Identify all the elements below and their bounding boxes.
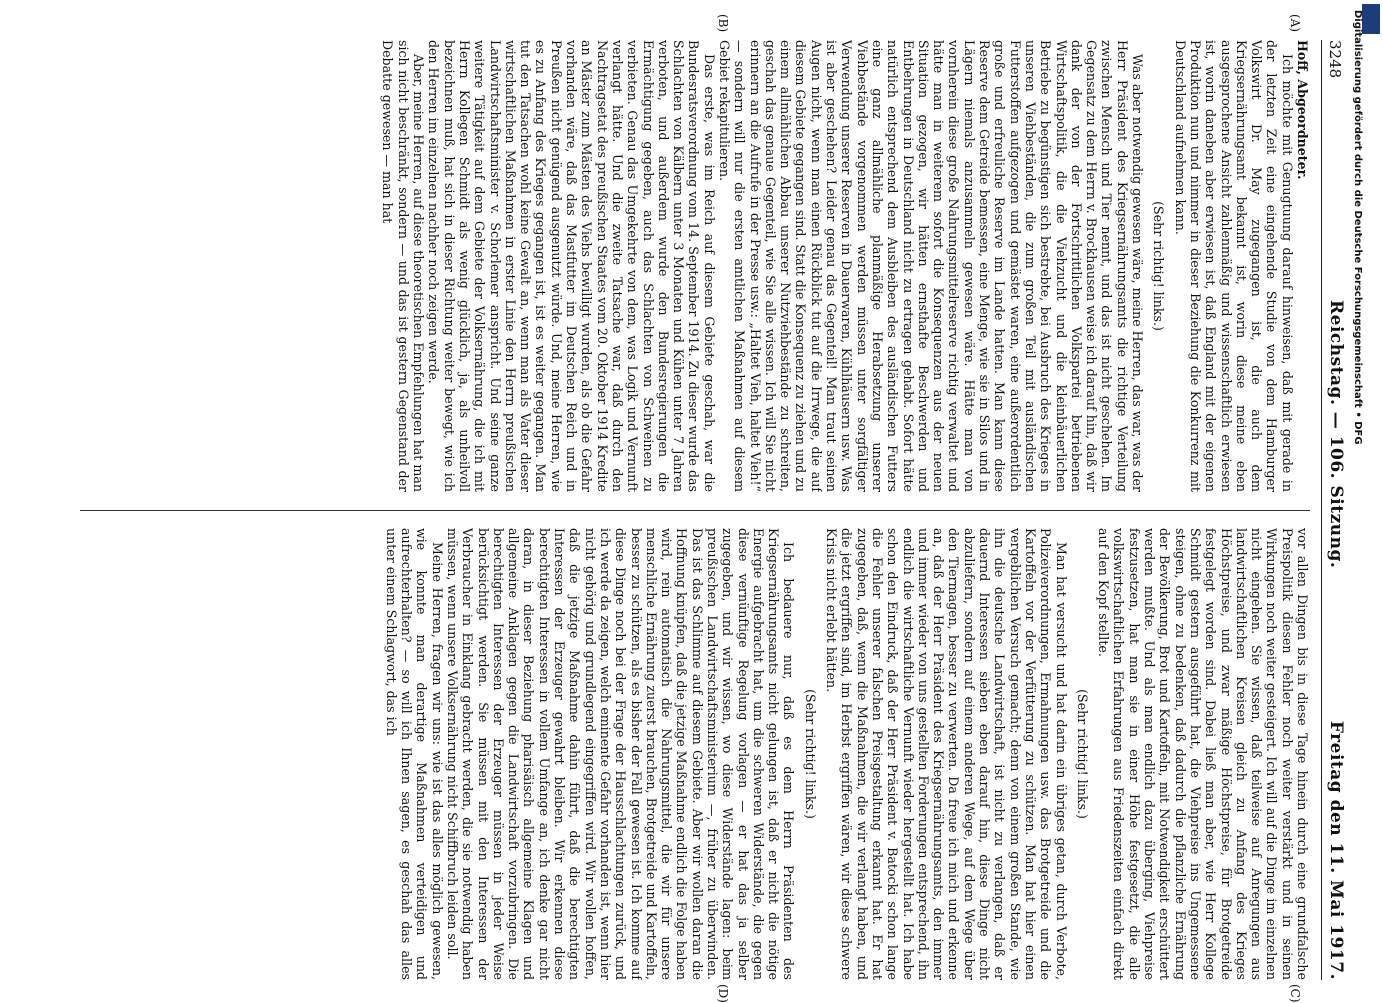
margin-mark-b: (B) (716, 14, 730, 33)
paragraph: vor allen Dingen bis in diese Tage hinein durch eine grundfalsche Preispolitik diesen Fehler noch weiter verstärkt und in seinen Wirkungen noch weiter gesteigert. Ich will auf die Dinge im einzelnen nicht eingehen. Sie wissen, daß teilweise auf Anregungen aus landwirtschaftlichen Kreisen gleich zu Anfang des Krieges Höchstpreise, und zwar mäßige Höchstpreise, für Brotgetreide festgelegt worden sind. Dabei ließ man aber, wie Herr Kollege Schmidt gestern ausgeführt hat, die Viehpreise ins Ungemessene steigen, ohne zu bedenken, daß dadurch die pflanzliche Ernährung der Bevölkerung, Brot und Kartoffeln, mit Notwendigkeit erschüttert werden mußte. Und als man endlich dazu überging, Viehpreise festzusetzen, hat man sie in einer Höhe festgesetzt, die alle volkswirtschaftlichen Erfahrungen aus Friedenszeiten einfach direkt auf den Kopf stellte. (1096, 528, 1310, 980)
page-header (1321, 40, 1350, 980)
paragraph: Das erste, was im Reich auf diesem Gebiete geschah, war die Bundesratsverordnung vom 14. September 1914. Zu dieser wurde das Schlachten von Kälbern unter 3 Monaten und Kühen unter 7 Jahren verboten, und außerdem wurde den Bundesregierungen die Ermächtigung gegeben, auch das Schlachten von Schweinen zu verbieten. Genau das Umgekehrte von dem, was Logik und Vernunft verlangt hätte. Und die zweite Tatsache war, daß durch den Nachtragsetat des preußischen Staates vom 20. Oktober 1914 Kredite an Mäster zum Mästen des Viehs bewilligt wurden, als ob die Gefahr vorhanden wäre, daß das Mastfutter im Deutschen Reich und in Preußen nicht genügend ausgenutzt würde. Und, meine Herren, wie es zu Anfang des Krieges gegangen ist, ist es weiter gegangen. Man tut den Tatsachen wohl keine Gewalt an, wenn man als Vater dieser wirtschaftlichen Maßnahmen in erster Linie den Herrn preußischen Landwirtschaftsminister v. Schorlemer anspricht. Und seine ganze weitere Tätigkeit auf dem Gebiete der Volksernährung, die ich mit Herrn Kollegen Schmidt als wenig glücklich, ja, als unheilvoll bezeichnen muß, hat sich in dieser Richtung weiter bewegt, wie ich den Herren im einzelnen nachher noch zeigen werde. (426, 40, 717, 492)
session-date: Freitag den 11. Mai 1917. (1326, 720, 1346, 980)
paragraph: Ich möchte mit Genugtuung darauf hinweisen, daß mit gerade in der letzten Zeit eine eingehende Studie von dem Hamburger Volkswirt Dr. May zugegangen ist, die auch dem Kriegsernährungsamt bekannt ist, worin diese meine eben ausgesprochene Ansicht zahlenmäßig und wissenschaftlich erwiesen ist, worin daneben aber erwiesen ist, daß England mit der eigenen Produktion nun und nimmer in dieser Beziehung die Konkurrenz mit Deutschland aufnehmen kann. (1172, 40, 1295, 492)
rotated-page-content (60, 14, 1350, 1003)
paragraph: Aber, meine Herren, auf diese theoretischen Empfehlungen hat man sich nicht beschränkt, sondern — und das ist gestern Gegenstand der Debatte gewesen — man hat (380, 40, 427, 492)
dfg-logo (1362, 4, 1380, 34)
interjection: (Sehr richtig! links.) (802, 689, 818, 819)
page-number: 3248 (1326, 40, 1344, 79)
paragraph: Ich bedauere nur, daß es dem Herrn Präsidenten des Kriegsernährungsamts nicht gelungen ist, daß er nicht die nötige Energie aufgebracht hat, um die schweren Widerstände, die gegen diese vernünftige Regelung vorlagen — er hat das ja selber zugegeben, und wir wissen, wo diese Widerstände lagen: beim preußischen Landwirtschaftsministerium —, früher zu überwinden. Das ist das Schlimme auf diesem Gebiete. Aber wir wollen daran die Hoffnung knüpfen, daß die jetzige Maßnahme endlich die Folge haben wird, rein automatisch die Nahrungsmittel, die wir für unsere menschliche Ernährung zuerst brauchen, Brotgetreide und Kartoffeln, besser zu schützen, als es bisher der Fall gewesen ist. Ich komme auf diese Dinge noch bei der Frage der Hausschlachtungen zurück, und ich werde da zeigen, welch eminente Gefahr vorhanden ist, wenn hier nicht gehörig und grundlegend eingegriffen wird. Wir wollen hoffen, daß die jetzige Maßnahme dahin führt, daß die berechtigten Interessen der Erzeuger gewahrt bleiben. Wir erkennen diese berechtigten Interessen in vollem Umfange an, ich denke gar nicht daran, in dieser Beziehung pharisäisch allgemeine Klagen und allgemeine Anklagen gegen die Landwirtschaft vorzubringen. Die berechtigten Interessen der Erzeuger müssen in jeder Weise berücksichtigt werden. Sie müssen mit den Interessen der Verbraucher in Einklang gebracht werden, die sie notwendig haben müssen, wenn unsere Volksernährung nicht Schiffbruch leiden soll. (444, 528, 797, 980)
interjection: (Sehr richtig! links.) (1074, 689, 1090, 819)
digitization-note: Digitalisierung gefördert durch die Deutsche Forschungsgemeinschaft • DFG (1352, 10, 1363, 445)
right-column (80, 528, 1310, 980)
paragraph: Man hat versucht und hat darin ein übriges getan, durch Verbote, Polizeiverordnungen, Ermahnungen usw. das Brotgetreide und die Kartoffeln vor der Verfütterung zu schützen. Man hat hier einen vergeblichen Versuch gemacht; denn von einem großen Stande, wie ihn die deutsche Landwirtschaft, ist nicht zu verlangen, daß er dauernd Interessen sieben eben darauf hin, diese Dinge nicht abzuliefern, sondern auf einem anderen Wege, auf dem Wege über den Tiermagen, besser zu verwerten. Da freue ich mich und erkenne an, daß der Herr Präsident des Kriegsernährungsamts, den immer und immer wieder von uns gestellten Forderungen entsprechend, ihn endlich die wirtschaftliche Vernunft wieder hergestellt hat. Ich habe schon den Eindruck, daß der Herr Präsident v. Batocki schon lange die Fehler unserer falschen Preisgestaltung erkannt hat. Er hat zugegeben, daß, wenn die Maßnahmen, die wir verlangt haben, und die jetzt ergriffen sind, im Herbst ergriffen wären, wir diese schwere Krisis nicht erlebt hätten. (824, 528, 1069, 980)
margin-mark-a: (A) (1288, 14, 1302, 33)
margin-mark-c: (C) (1288, 984, 1302, 1003)
session-title: Reichstag. — 106. Sitzung. (1326, 300, 1346, 569)
speaker-label: Hoff, Abgeordneter. (1295, 40, 1310, 180)
left-column (80, 40, 1310, 492)
paragraph: Was aber notwendig gewesen wäre, meine Herren, das war, was der Herr Präsident des Kriegsernährungsamts die richtige Verteilung zwischen Mensch und Tier nennt, und das ist nicht geschehen. Im Gegensatz zu dem Herrn v. Brockhausen weise ich darauf hin, daß wir dank der von der Fortschrittlichen Volkspartei betriebenen Wirtschaftspolitik, die die Viehzucht und die kleinbäuerlichen Betriebe zu begünstigen sich bestrebte, bei Ausbruch des Krieges in unseren Viehbeständen, die zum großen Teil mit ausländischen Futterstoffen aufgezogen und gemästet waren, eine außerordentlich große und erfreuliche Reserve im Lande hatten. Man kann diese Reserve dem Getreide bemessen, eine Menge, wie sie in Silos und in Lägern niemals anzusammeln gewesen wäre. Hätte man von vornherein diese große Nahrungsmittelreserve richtig verwaltet und hätte man in weiterem sofort die Konsequenzen aus der neuen Situation gezogen, wir hätten ernsthafte Beschwerden und Entbehrungen in Deutschland nicht zu ertragen gehabt. Sofort hätte natürlich entsprechend dem Ausbleiben des ausländischen Futters eine ganz allmähliche planmäßige Herabsetzung unserer Viehbestände vorgenommen werden müssen unter sorgfältiger Verwendung unserer Reserven in Dauerwaren, Kühlhäusern usw. Was ist aber geschehen? Leider genau das Gegenteil! Man traut seinen Augen nicht, wenn man einen Rückblick tut auf die Irrwege, die auf diesem Gebiete gegangen sind. Statt die Konsequenz zu ziehen und zu einem allmählichen Abbau unserer Nutzviehbestände zu schreiten, geschah das genaue Gegenteil, wie Sie alle wissen. Ich will Sie nicht erinnern an die Aufrufe in der Presse usw.: „Haltet Vieh, haltet Vieh!“ — sondern will nur die ersten amtlichen Maßnahmen auf diesem Gebiet rekapitulieren. (717, 40, 1146, 492)
margin-mark-d: (D) (716, 984, 730, 1003)
column-divider (80, 510, 1310, 511)
interjection: (Sehr richtig! links.) (1151, 201, 1167, 331)
paragraph: Meine Herren, fragen wir uns: wie ist das alles möglich gewesen, wie konnte man derartige Maßnahmen verteidigen und aufrechterhalten? — so will ich Ihnen sagen, es geschah das alles unter einem Schlagwort, das ich (383, 528, 445, 980)
